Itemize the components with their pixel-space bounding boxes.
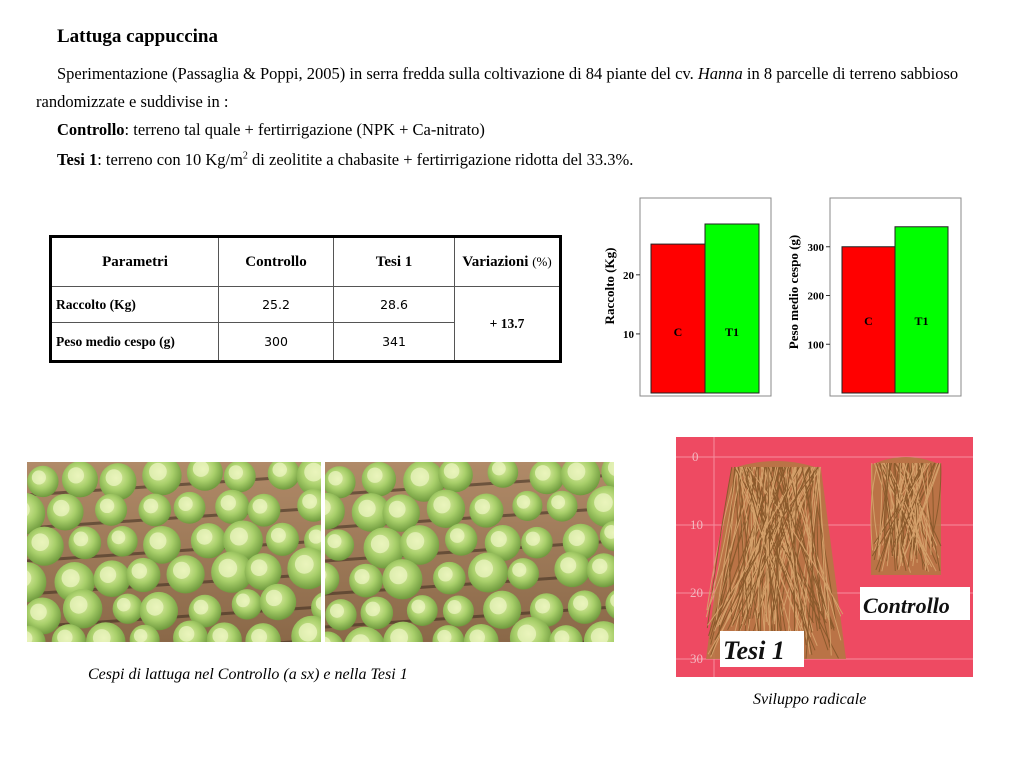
scale-30: 30 — [690, 651, 703, 666]
tesi1-sup: 2 — [242, 150, 248, 162]
page-title: Lattuga cappuccina — [57, 26, 218, 47]
tesi1-text-a: : terreno con 10 Kg/m — [97, 150, 243, 169]
scale-10: 10 — [690, 517, 703, 532]
intro-text-1: Sperimentazione (Passaglia & Poppi, 2005) in serra fredda sulla coltivazione di 84 piante del cv. — [57, 64, 698, 83]
root-mass-controllo — [871, 457, 941, 575]
chart1-ticks — [623, 270, 640, 341]
chart2-bars — [842, 227, 948, 393]
table-row — [51, 287, 561, 323]
lettuce-photo-tesi1 — [307, 462, 614, 642]
bar-C — [651, 244, 705, 393]
tesi1-text-b: di zeolitite a chabasite + fertirrigazione ridotta del 33.3%. — [247, 150, 634, 169]
row-param: Raccolto (Kg) — [51, 287, 219, 323]
header-tesi1: Tesi 1 — [334, 237, 455, 287]
y-tick-label: 20 — [623, 269, 634, 282]
bar-T1 — [895, 227, 948, 393]
raccolto-chart — [596, 190, 776, 400]
roots-photo — [676, 437, 973, 677]
scale-20: 20 — [690, 585, 703, 600]
chart1-bars — [651, 224, 759, 393]
controllo-line — [57, 120, 485, 140]
lettuce-photo-controllo — [27, 462, 343, 642]
bar-label-T1: T1 — [724, 325, 740, 339]
controllo-text: : terreno tal quale + fertirrigazione (NPK + Ca-nitrato) — [124, 120, 485, 139]
header-parametri: Parametri — [51, 237, 219, 287]
row-param: Peso medio cespo (g) — [51, 323, 219, 362]
parameters-table — [49, 235, 562, 363]
controllo-label: Controllo — [57, 120, 125, 139]
row-controllo: 25.2 — [219, 287, 334, 323]
y-tick-label: 10 — [623, 328, 634, 341]
peso-chart — [784, 190, 969, 400]
y-tick-label: 200 — [807, 290, 824, 303]
photo-caption: Cespi di lattuga nel Controllo (a sx) e nella Tesi 1 — [88, 666, 408, 683]
y-tick-label: 100 — [807, 339, 824, 352]
roots-caption: Sviluppo radicale — [753, 691, 867, 708]
row-tesi1: 341 — [334, 323, 455, 362]
bar-T1 — [705, 224, 759, 393]
row-tesi1: 28.6 — [334, 287, 455, 323]
chart2-ylabel: Peso medio cespo (g) — [786, 234, 801, 350]
header-controllo: Controllo — [219, 237, 334, 287]
header-percent: (%) — [532, 253, 552, 269]
chart1-ylabel: Raccolto (Kg) — [602, 247, 617, 325]
cultivar-name: Hanna — [697, 64, 743, 83]
photo-divider — [321, 462, 325, 642]
label-controllo: Controllo — [863, 593, 950, 618]
bar-label-T1: T1 — [914, 313, 929, 328]
bar-label-C: C — [864, 313, 873, 328]
row-variation: + 13.7 — [455, 287, 561, 362]
chart2-ticks — [808, 242, 831, 352]
scale-0: 0 — [692, 449, 699, 464]
intro-text-2: in 8 parcelle di terreno sabbioso randomizzate e suddivise in : — [36, 64, 959, 111]
tesi1-line — [57, 150, 633, 170]
label-tesi1: Tesi 1 — [723, 636, 785, 665]
header-variazioni-label: Variazioni — [462, 253, 529, 270]
table-header-row — [51, 237, 561, 287]
lettuce-photo — [27, 462, 614, 642]
header-variazioni — [455, 237, 561, 287]
intro-paragraph — [36, 60, 996, 116]
y-tick-label: 300 — [807, 241, 824, 254]
row-controllo: 300 — [219, 323, 334, 362]
tesi1-label: Tesi 1 — [57, 150, 98, 169]
bar-label-C: C — [673, 325, 683, 340]
